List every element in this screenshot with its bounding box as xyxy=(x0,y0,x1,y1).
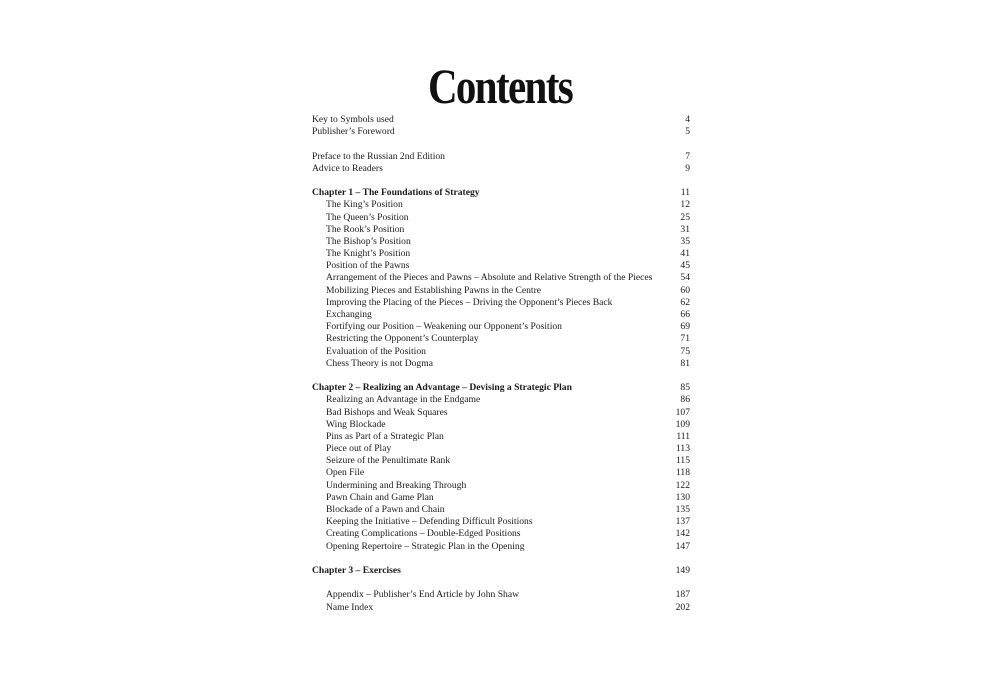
toc-entry-title: Key to Symbols used xyxy=(312,114,394,125)
toc-entry-title: Arrangement of the Pieces and Pawns – Absolute and Relative Strength of the Pieces xyxy=(326,272,653,284)
toc-entry xyxy=(312,516,690,528)
page-title: Contents xyxy=(427,58,573,114)
toc-entry-page-number: 62 xyxy=(680,296,690,308)
toc-entry-page-number: 187 xyxy=(675,589,690,601)
toc-entry-page-number: 60 xyxy=(680,284,690,296)
toc-entry xyxy=(312,297,690,309)
toc-entry-page-number: 202 xyxy=(675,601,690,613)
toc-entry xyxy=(312,199,690,211)
toc-entry-title: Improving the Placing of the Pieces – Driving the Opponent’s Pieces Back xyxy=(326,296,613,308)
chapter-heading-title: Chapter 2 – Realizing an Advantage – Devising a Strategic Plan xyxy=(312,382,572,394)
toc-entry-title: The Bishop’s Position xyxy=(326,235,411,247)
chapter-heading xyxy=(312,565,690,577)
toc-entry-page-number: 71 xyxy=(680,333,690,345)
toc-entry-page-number: 86 xyxy=(680,394,690,406)
section-spacer xyxy=(312,553,690,565)
toc-entry xyxy=(312,272,690,284)
chapter-heading-page-number: 85 xyxy=(680,382,690,394)
toc-entry xyxy=(312,321,690,333)
toc-entry-title: Preface to the Russian 2nd Edition xyxy=(312,150,445,162)
toc-entry xyxy=(312,528,690,540)
toc-entry-title: Piece out of Play xyxy=(326,443,392,455)
toc-entry-title: The King’s Position xyxy=(326,199,403,211)
toc-entry-page-number: 4 xyxy=(685,114,690,125)
toc-entry xyxy=(312,358,690,370)
toc-entry-title: Restricting the Opponent’s Counterplay xyxy=(326,333,479,345)
toc-entry-title: Undermining and Breaking Through xyxy=(326,479,467,491)
toc-entry xyxy=(312,431,690,443)
toc-entry xyxy=(312,346,690,358)
toc-entry-title: The Knight’s Position xyxy=(326,248,411,260)
toc-entry-page-number: 69 xyxy=(680,321,690,333)
section-spacer xyxy=(312,577,690,589)
toc-entry xyxy=(312,163,690,175)
toc-entry-title: Publisher’s Foreword xyxy=(312,126,395,138)
table-of-contents xyxy=(312,114,690,614)
toc-entry-page-number: 41 xyxy=(680,248,690,260)
toc-entry-page-number: 9 xyxy=(685,162,690,174)
toc-entry-title: Creating Complications – Double-Edged Positions xyxy=(326,528,521,540)
toc-entry-title: Bad Bishops and Weak Squares xyxy=(326,406,448,418)
toc-entry xyxy=(312,212,690,224)
toc-entry-page-number: 31 xyxy=(680,223,690,235)
toc-entry-title: Keeping the Initiative – Defending Difficult Positions xyxy=(326,516,533,528)
toc-entry-title: Exchanging xyxy=(326,309,372,320)
toc-entry-page-number: 54 xyxy=(680,272,690,284)
toc-entry-page-number: 147 xyxy=(675,540,690,552)
toc-entry-title: Mobilizing Pieces and Establishing Pawns in the Centre xyxy=(326,284,542,296)
toc-entry xyxy=(312,309,690,321)
toc-entry-title: Fortifying our Position – Weakening our Opponent’s Position xyxy=(326,321,562,333)
toc-entry-page-number: 135 xyxy=(675,504,690,515)
toc-entry-title: Appendix – Publisher’s End Article by John Shaw xyxy=(326,589,520,601)
toc-entry-page-number: 122 xyxy=(675,479,690,491)
toc-entry-page-number: 142 xyxy=(675,528,690,540)
toc-entry-page-number: 113 xyxy=(675,443,690,455)
toc-entry xyxy=(312,541,690,553)
toc-entry xyxy=(312,589,690,601)
toc-entry-page-number: 25 xyxy=(680,211,690,223)
chapter-heading-page-number: 11 xyxy=(680,187,690,199)
chapter-heading-title: Chapter 1 – The Foundations of Strategy xyxy=(312,187,480,199)
toc-entry-title: Seizure of the Penultimate Rank xyxy=(326,455,451,467)
toc-entry xyxy=(312,467,690,479)
toc-entry xyxy=(312,419,690,431)
toc-entry-title: Open File xyxy=(326,467,365,479)
toc-entry-page-number: 111 xyxy=(676,430,690,442)
toc-entry xyxy=(312,333,690,345)
toc-entry xyxy=(312,492,690,504)
toc-entry xyxy=(312,504,690,516)
toc-entry-title: Name Index xyxy=(326,601,374,613)
toc-entry-title: Position of the Pawns xyxy=(326,260,410,272)
toc-entry-page-number: 109 xyxy=(675,418,690,430)
section-spacer xyxy=(312,370,690,382)
toc-entry-title: Wing Blockade xyxy=(326,418,386,430)
chapter-heading xyxy=(312,382,690,394)
toc-entry xyxy=(312,114,690,126)
toc-entry xyxy=(312,443,690,455)
chapter-heading xyxy=(312,187,690,199)
toc-entry xyxy=(312,126,690,138)
toc-entry xyxy=(312,224,690,236)
toc-entry-title: The Rook’s Position xyxy=(326,223,405,235)
toc-entry xyxy=(312,151,690,163)
chapter-heading-page-number: 149 xyxy=(675,564,690,576)
toc-entry-title: Evaluation of the Position xyxy=(326,345,426,357)
toc-entry-page-number: 115 xyxy=(675,455,690,467)
toc-entry-title: Opening Repertoire – Strategic Plan in the Opening xyxy=(326,540,525,552)
toc-entry-title: Blockade of a Pawn and Chain xyxy=(326,504,445,515)
toc-entry xyxy=(312,407,690,419)
toc-entry-page-number: 118 xyxy=(675,467,690,479)
section-spacer xyxy=(312,175,690,187)
toc-entry-page-number: 81 xyxy=(680,357,690,369)
toc-entry-page-number: 7 xyxy=(685,150,690,162)
toc-entry-page-number: 5 xyxy=(685,126,690,138)
toc-entry xyxy=(312,602,690,614)
toc-entry xyxy=(312,236,690,248)
toc-entry-title: Chess Theory is not Dogma xyxy=(326,357,433,369)
toc-entry-page-number: 66 xyxy=(680,309,690,320)
toc-entry-page-number: 130 xyxy=(675,491,690,503)
toc-entry-page-number: 12 xyxy=(680,199,690,211)
toc-entry xyxy=(312,260,690,272)
toc-entry xyxy=(312,455,690,467)
toc-entry xyxy=(312,285,690,297)
toc-entry xyxy=(312,394,690,406)
toc-entry xyxy=(312,248,690,260)
toc-entry-title: Pawn Chain and Game Plan xyxy=(326,491,434,503)
toc-entry-title: The Queen’s Position xyxy=(326,211,409,223)
toc-entry-title: Pins as Part of a Strategic Plan xyxy=(326,430,444,442)
toc-entry-page-number: 107 xyxy=(675,406,690,418)
section-spacer xyxy=(312,138,690,150)
toc-entry-page-number: 137 xyxy=(675,516,690,528)
toc-entry-page-number: 45 xyxy=(680,260,690,272)
chapter-heading-title: Chapter 3 – Exercises xyxy=(312,564,401,576)
toc-entry-title: Advice to Readers xyxy=(312,162,383,174)
toc-entry xyxy=(312,480,690,492)
toc-entry-title: Realizing an Advantage in the Endgame xyxy=(326,394,481,406)
toc-entry-page-number: 75 xyxy=(680,345,690,357)
toc-entry-page-number: 35 xyxy=(680,235,690,247)
